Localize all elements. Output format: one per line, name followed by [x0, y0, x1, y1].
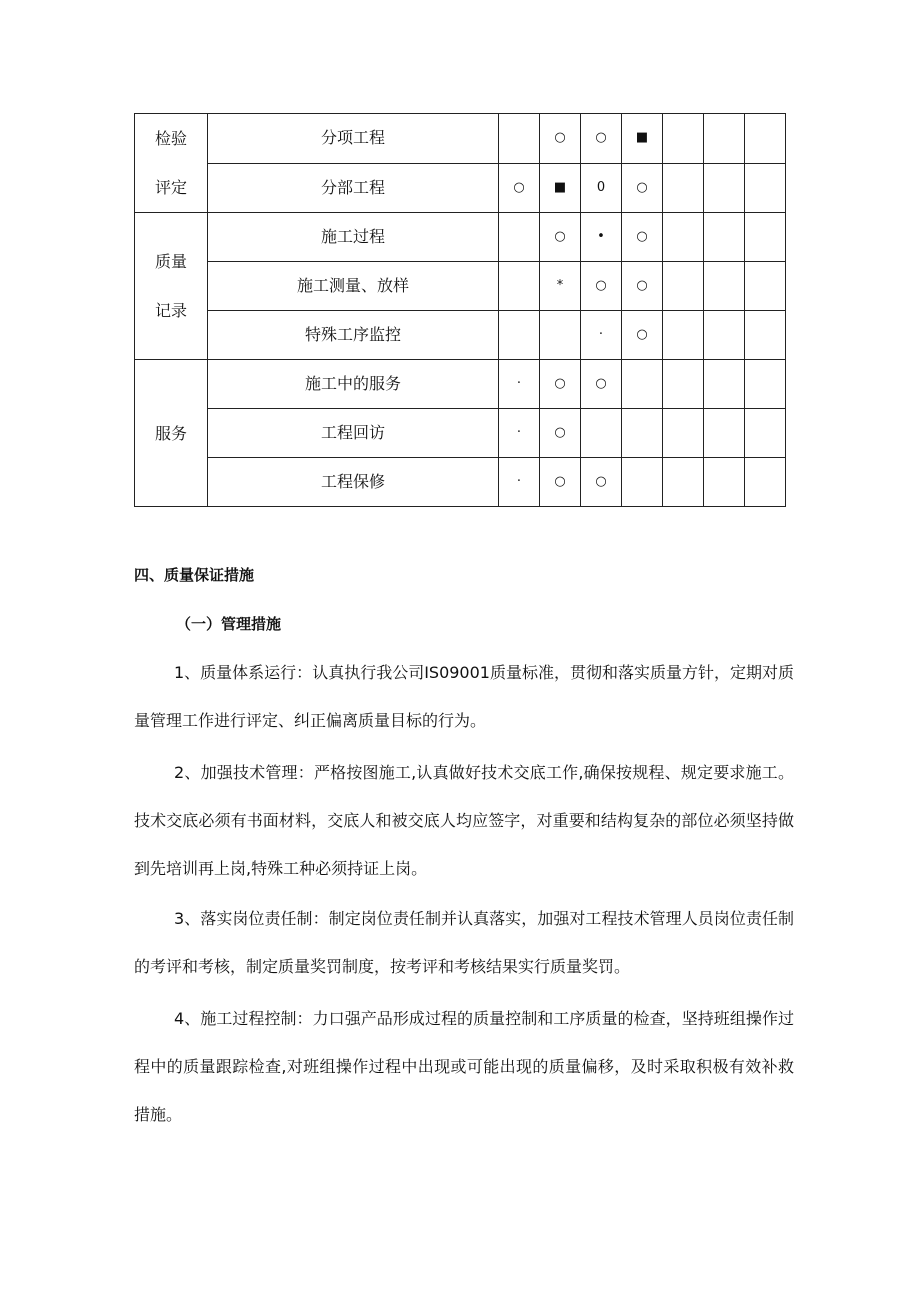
mark-cell: ·: [499, 360, 540, 409]
paragraph-2: 2、加强技术管理：严格按图施工,认真做好技术交底工作,确保按规程、规定要求施工。技术交底必须有书面材料，交底人和被交底人均应签字，对重要和结构复杂的部位必须坚持做到先培训再上岗,特殊工种必须持证上岗。: [134, 763, 794, 878]
mark-cell: [663, 409, 704, 458]
quality-responsibility-table: [134, 113, 786, 507]
mark-cell: ○: [499, 163, 540, 213]
mark-cell: [704, 458, 745, 507]
table-row: [135, 409, 786, 458]
table-row: [135, 114, 786, 164]
table-row: [135, 360, 786, 409]
mark-cell: [745, 213, 786, 262]
paragraph-4: 4、施工过程控制：力口强产品形成过程的质量控制和工序质量的检查，坚持班组操作过程中的质量跟踪检查,对班组操作过程中出现或可能出现的质量偏移，及时采取积极有效补救措施。: [134, 1009, 794, 1124]
mark-cell: [622, 458, 663, 507]
mark-cell: ○: [540, 114, 581, 164]
mark-cell: [499, 262, 540, 311]
table-row: [135, 213, 786, 262]
item-cell: 分项工程: [208, 114, 499, 164]
mark-cell: ○: [540, 360, 581, 409]
mark-cell: [704, 163, 745, 213]
mark-cell: *: [540, 262, 581, 311]
mark-cell: [745, 114, 786, 164]
mark-cell: [745, 409, 786, 458]
item-cell: 分部工程: [208, 163, 499, 213]
mark-cell: ·: [499, 409, 540, 458]
mark-cell: [663, 262, 704, 311]
mark-cell: ○: [622, 213, 663, 262]
item-cell: 工程保修: [208, 458, 499, 507]
mark-cell: ○: [622, 163, 663, 213]
item-cell: 特殊工序监控: [208, 311, 499, 360]
mark-cell: ·: [581, 311, 622, 360]
mark-cell: [704, 213, 745, 262]
group-label-line: 检验: [154, 129, 187, 148]
paragraph-1: 1、质量体系运行：认真执行我公司IS09001质量标准，贯彻和落实质量方针，定期对质量管理工作进行评定、纠正偏离质量目标的行为。: [134, 663, 794, 730]
table-row: [135, 311, 786, 360]
table-row: [135, 458, 786, 507]
mark-cell: [663, 311, 704, 360]
mark-cell: ○: [622, 311, 663, 360]
mark-cell: [704, 409, 745, 458]
mark-cell: •: [581, 213, 622, 262]
group-label-line: 记录: [154, 301, 187, 320]
mark-cell: [704, 262, 745, 311]
group-label-cell: [135, 114, 208, 213]
item-cell: 施工过程: [208, 213, 499, 262]
mark-cell: [704, 311, 745, 360]
mark-cell: ○: [622, 262, 663, 311]
mark-cell: [663, 458, 704, 507]
paragraph-3: 3、落实岗位责任制：制定岗位责任制并认真落实，加强对工程技术管理人员岗位责任制的考评和考核，制定质量奖罚制度，按考评和考核结果实行质量奖罚。: [134, 909, 794, 976]
mark-cell: ○: [581, 360, 622, 409]
mark-cell: ○: [581, 262, 622, 311]
table-row: [135, 163, 786, 213]
group-label-line: 质量: [154, 252, 187, 271]
mark-cell: [745, 311, 786, 360]
mark-cell: [663, 360, 704, 409]
mark-cell: ○: [581, 458, 622, 507]
mark-cell: ○: [540, 213, 581, 262]
mark-cell: [745, 163, 786, 213]
group-label-cell: [135, 360, 208, 507]
mark-cell: ○: [540, 409, 581, 458]
subsection-heading: （一）管理措施: [176, 615, 282, 633]
section-heading: 四、质量保证措施: [134, 566, 255, 584]
mark-cell: 0: [581, 163, 622, 213]
mark-cell: ■: [540, 163, 581, 213]
mark-cell: [663, 163, 704, 213]
group-label-cell: [135, 213, 208, 360]
mark-cell: ○: [540, 458, 581, 507]
mark-cell: ■: [622, 114, 663, 164]
table-row: [135, 262, 786, 311]
mark-cell: [704, 360, 745, 409]
mark-cell: [745, 458, 786, 507]
mark-cell: [663, 213, 704, 262]
item-cell: 施工测量、放样: [208, 262, 499, 311]
mark-cell: [745, 360, 786, 409]
mark-cell: [499, 311, 540, 360]
mark-cell: [622, 360, 663, 409]
item-cell: 施工中的服务: [208, 360, 499, 409]
mark-cell: [540, 311, 581, 360]
mark-cell: [663, 114, 704, 164]
mark-cell: ·: [499, 458, 540, 507]
mark-cell: [581, 409, 622, 458]
group-label-line: 评定: [154, 178, 187, 197]
mark-cell: [622, 409, 663, 458]
item-cell: 工程回访: [208, 409, 499, 458]
mark-cell: ○: [581, 114, 622, 164]
mark-cell: [499, 114, 540, 164]
mark-cell: [704, 114, 745, 164]
mark-cell: [745, 262, 786, 311]
mark-cell: [499, 213, 540, 262]
group-label-line: 服务: [154, 423, 187, 443]
table-body: [135, 114, 786, 507]
